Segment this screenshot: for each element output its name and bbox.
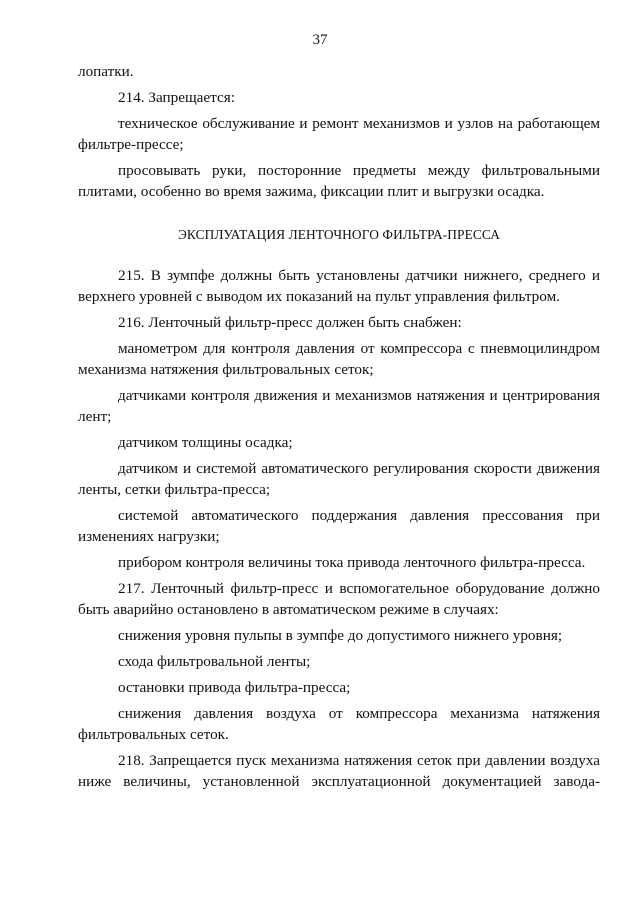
paragraph: 217. Ленточный фильтр-пресс и вспомогательное оборудование должно быть аварийно остановлено в автоматическом режиме в случаях: xyxy=(78,580,600,618)
paragraph: датчиками контроля движения и механизмов натяжения и центрирования лент; xyxy=(78,387,600,425)
paragraph: техническое обслуживание и ремонт механизмов и узлов на работающем фильтре-прессе; xyxy=(78,115,600,153)
section-heading: ЭКСПЛУАТАЦИЯ ЛЕНТОЧНОГО ФИЛЬТРА-ПРЕССА xyxy=(177,227,501,242)
paragraph: снижения уровня пульпы в зумпфе до допустимого нижнего уровня; xyxy=(118,627,563,644)
paragraph: прибором контроля величины тока привода ленточного фильтра-пресса. xyxy=(118,554,586,571)
paragraph: манометром для контроля давления от компрессора с пневмоцилиндром механизма натяжения фильтровальных сеток; xyxy=(78,340,600,378)
paragraph: снижения давления воздуха от компрессора механизма натяжения фильтровальных сеток. xyxy=(78,705,600,743)
paragraph: лопатки. xyxy=(78,63,134,80)
paragraph: просовывать руки, посторонние предметы между фильтровальными плитами, особенно во время зажима, фиксации плит и выгрузки осадка. xyxy=(78,162,600,200)
document-body xyxy=(78,61,600,792)
paragraph: остановки привода фильтра-пресса; xyxy=(118,679,351,696)
page-number: 37 xyxy=(312,32,328,48)
paragraph: 216. Ленточный фильтр-пресс должен быть снабжен: xyxy=(118,314,462,331)
paragraph: 215. В зумпфе должны быть установлены датчики нижнего, среднего и верхнего уровней с выводом их показаний на пульт управления фильтром. xyxy=(78,267,600,305)
paragraph: 214. Запрещается: xyxy=(118,89,235,106)
paragraph: системой автоматического поддержания давления прессования при изменениях нагрузки; xyxy=(78,507,600,545)
paragraph: датчиком толщины осадка; xyxy=(118,434,293,451)
paragraph: датчиком и системой автоматического регулирования скорости движения ленты, сетки фильтра-пресса; xyxy=(78,460,600,498)
paragraph: 218. Запрещается пуск механизма натяжения сеток при давлении воздуха ниже величины, установленной эксплуатационной документацией завода- xyxy=(78,752,600,790)
paragraph: схода фильтровальной ленты; xyxy=(118,653,311,670)
